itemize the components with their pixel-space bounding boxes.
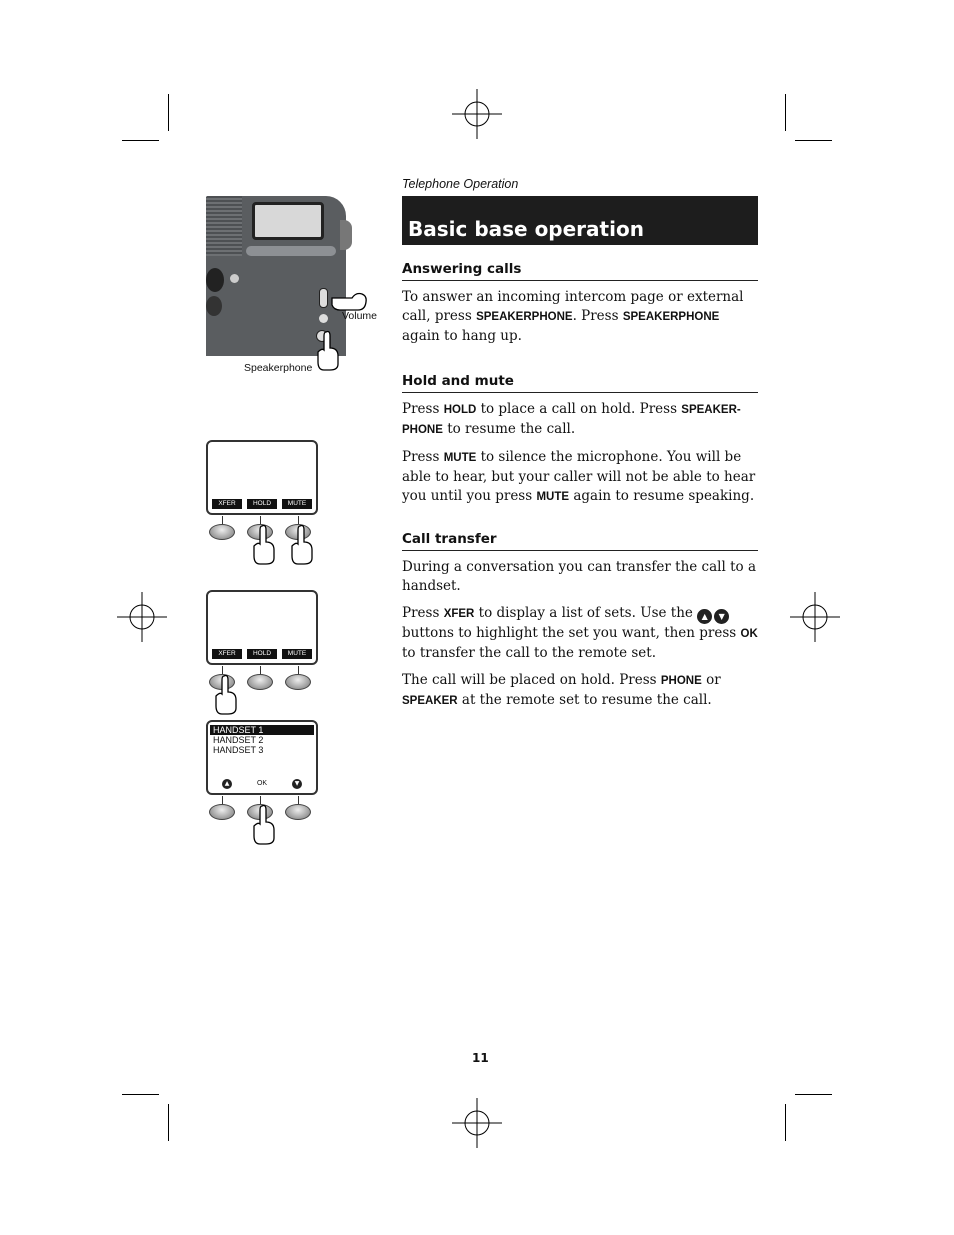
- softkey-xfer: XFER: [212, 649, 242, 659]
- page-number: 11: [472, 1051, 489, 1065]
- crop-mark: [795, 140, 832, 141]
- paragraph: Press MUTE to silence the microphone. You will be able to hear, but your caller will not be able to hear you until you press MUTE again to resume speaking.: [402, 449, 756, 504]
- key-leader: [298, 796, 299, 804]
- section-heading: Answering calls: [402, 261, 758, 281]
- volume-rocker: [319, 288, 328, 308]
- paragraph: To answer an incoming intercom page or external call, press SPEAKERPHONE. Press SPEAKERPHONE again to hang up.: [402, 289, 744, 344]
- softkey-bar: [212, 499, 312, 509]
- section-answering-calls: [402, 261, 758, 354]
- up-arrow-icon: ▲: [697, 609, 712, 624]
- registration-mark: [790, 592, 840, 642]
- paragraph: The call will be placed on hold. Press PHONE or SPEAKER at the remote set to resume the call.: [402, 672, 721, 708]
- softkey-hold: HOLD: [247, 499, 277, 509]
- key-leader: [260, 796, 261, 804]
- key-name: PHONE: [660, 675, 702, 687]
- pointing-hand-icon: [290, 524, 314, 566]
- key-leader: [222, 666, 223, 674]
- page-title: Basic base operation: [408, 217, 644, 241]
- volume-label: Volume: [342, 310, 378, 322]
- title-bar: [402, 196, 758, 245]
- pointing-hand-icon: [252, 804, 276, 846]
- crop-mark: [122, 140, 159, 141]
- key-leader: [260, 666, 261, 674]
- down-arrow-icon: ▼: [292, 779, 302, 789]
- base-buttons-row: [246, 246, 336, 256]
- base-display: [252, 202, 324, 240]
- handset-cradle: [340, 220, 352, 250]
- handset-list-screen: [206, 720, 318, 795]
- running-head: Telephone Operation: [402, 177, 519, 191]
- hold-button[interactable]: [247, 674, 273, 690]
- up-button[interactable]: [209, 804, 235, 820]
- xfer-button[interactable]: [209, 524, 235, 540]
- key-name: SPEAKER-PHONE: [402, 404, 741, 436]
- base-button: [319, 314, 328, 323]
- down-button[interactable]: [285, 804, 311, 820]
- base-button: [206, 296, 222, 316]
- key-leader: [298, 516, 299, 524]
- softkey-mute: MUTE: [282, 649, 312, 659]
- key-name: HOLD: [443, 404, 477, 416]
- paragraph: During a conversation you can transfer the call to a handset.: [402, 559, 756, 594]
- key-name: MUTE: [443, 452, 477, 464]
- softkey-bar: [212, 649, 312, 659]
- softkey-xfer: XFER: [212, 499, 242, 509]
- key-name: SPEAKERPHONE: [476, 311, 573, 323]
- section-hold-and-mute: [402, 373, 758, 515]
- softkey-ok: OK: [256, 780, 268, 787]
- registration-mark: [452, 1098, 502, 1148]
- key-leader: [260, 516, 261, 524]
- down-arrow-icon: ▼: [714, 609, 729, 624]
- pointing-hand-icon: [316, 330, 340, 372]
- key-leader: [222, 516, 223, 524]
- section-call-transfer: [402, 531, 758, 719]
- list-item[interactable]: HANDSET 3: [213, 745, 264, 755]
- handset-screen: [206, 440, 318, 515]
- paragraph: Press XFER to display a list of sets. Use the ▲ ▼ buttons to highlight the set you want, then press OK to transfer the call to the remote set.: [402, 605, 758, 661]
- key-name: MUTE: [536, 491, 570, 503]
- list-item[interactable]: HANDSET 1: [210, 725, 314, 735]
- handset-screen: [206, 590, 318, 665]
- list-item[interactable]: HANDSET 2: [213, 735, 264, 745]
- softkey-bar: [222, 778, 302, 789]
- mute-button[interactable]: [285, 674, 311, 690]
- handset-list: [208, 722, 316, 755]
- registration-mark: [117, 592, 167, 642]
- up-arrow-icon: ▲: [222, 779, 232, 789]
- base-button: [230, 274, 239, 283]
- crop-mark: [168, 1104, 169, 1141]
- registration-mark: [452, 89, 502, 139]
- section-heading: Hold and mute: [402, 373, 758, 393]
- base-button: [206, 268, 224, 292]
- crop-mark: [122, 1094, 159, 1095]
- speaker-grille: [206, 196, 242, 256]
- key-name: SPEAKERPHONE: [622, 311, 720, 323]
- key-leader: [298, 666, 299, 674]
- section-heading: Call transfer: [402, 531, 758, 551]
- crop-mark: [785, 94, 786, 131]
- pointing-hand-icon: [214, 674, 238, 716]
- key-leader: [222, 796, 223, 804]
- crop-mark: [795, 1094, 832, 1095]
- crop-mark: [785, 1104, 786, 1141]
- paragraph: Press HOLD to place a call on hold. Press SPEAKER-PHONE to resume the call.: [402, 401, 741, 437]
- crop-mark: [168, 94, 169, 131]
- softkey-mute: MUTE: [282, 499, 312, 509]
- speakerphone-label: Speakerphone: [244, 362, 313, 374]
- key-name: XFER: [443, 608, 475, 620]
- softkey-hold: HOLD: [247, 649, 277, 659]
- key-name: OK: [740, 628, 758, 640]
- pointing-hand-icon: [252, 524, 276, 566]
- key-name: SPEAKER: [402, 695, 458, 707]
